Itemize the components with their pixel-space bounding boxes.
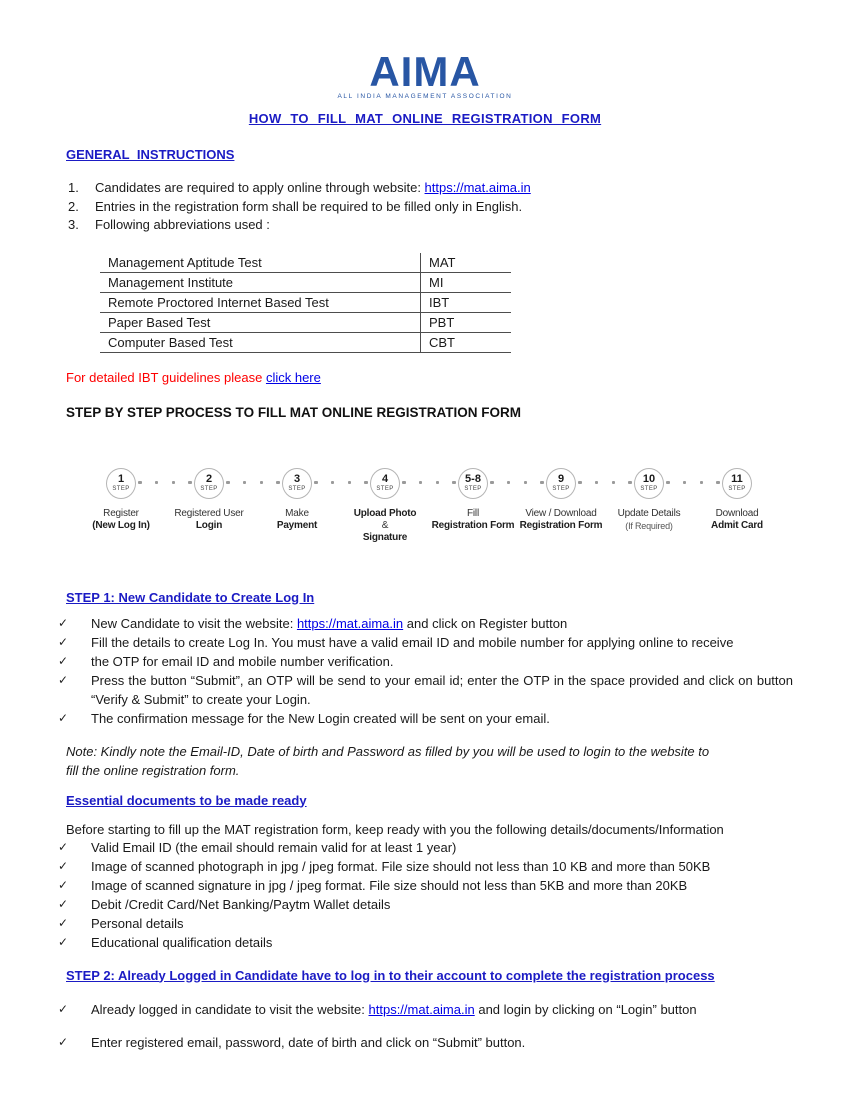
checklist-item xyxy=(57,933,793,952)
table-row xyxy=(100,253,511,273)
diagram-step-11 xyxy=(693,468,781,544)
table-row xyxy=(100,332,511,352)
diagram-step-2 xyxy=(165,468,253,544)
header xyxy=(57,48,793,100)
table-row xyxy=(100,272,511,292)
list-item-text xyxy=(95,179,531,198)
table-row xyxy=(100,312,511,332)
text-segment: and login by clicking on “Login” button xyxy=(474,1001,697,1017)
step-circle xyxy=(106,468,136,499)
step-sub-label: STEP xyxy=(552,486,570,492)
checkmark-icon: ✓ xyxy=(58,839,69,854)
checklist-item-text: Press the button “Submit”, an OTP will be send to your email id; enter the OTP in the space provided and click on button “Verify & Submit” to create your Login. xyxy=(91,672,793,707)
checklist-item xyxy=(57,838,793,857)
table-cell-term: Management Aptitude Test xyxy=(100,253,421,273)
checklist-item-text: Educational qualification details xyxy=(91,934,273,950)
checklist-item-text: The confirmation message for the New Login created will be sent on your email. xyxy=(91,710,550,726)
step-label: Make Payment xyxy=(276,507,318,531)
step-circle xyxy=(370,468,400,499)
text-segment: Candidates are required to apply online through website: xyxy=(95,180,425,195)
checklist-item xyxy=(57,633,793,652)
checkmark-icon: ✓ xyxy=(58,858,69,873)
general-instructions-list xyxy=(57,179,793,235)
table-cell-abbr: IBT xyxy=(421,292,512,312)
step-circle xyxy=(634,468,664,499)
checklist-item xyxy=(57,895,793,914)
checkmark-icon: ✓ xyxy=(58,634,69,649)
step-circle xyxy=(458,468,488,499)
step-number: 9 xyxy=(557,473,565,485)
diagram-step-4 xyxy=(341,468,429,544)
table-cell-term: Computer Based Test xyxy=(100,332,421,352)
diagram-step-9 xyxy=(517,468,605,544)
table-cell-term: Paper Based Test xyxy=(100,312,421,332)
checklist-item xyxy=(57,671,793,709)
mat-aima-link[interactable]: https://mat.aima.in xyxy=(368,1001,475,1017)
checklist-item xyxy=(57,914,793,933)
ibt-guidelines-note xyxy=(66,370,793,385)
mat-aima-link[interactable]: https://mat.aima.in xyxy=(296,615,404,631)
step2-heading: STEP 2: Already Logged in Candidate have to log in to their account to complete the registration process xyxy=(66,967,715,983)
step1-checklist xyxy=(57,614,793,728)
step-sub-label: STEP xyxy=(728,486,746,492)
checklist-item-text: Fill the details to create Log In. You must have a valid email ID and mobile number for applying online to receive xyxy=(91,634,734,650)
login-note: Note: Kindly note the Email-ID, Date of birth and Password as filled by you will be used to login to the website to fill the online registration form. xyxy=(66,743,710,778)
checkmark-icon: ✓ xyxy=(58,672,69,687)
steps-diagram xyxy=(77,468,787,544)
step-label: View / Download Registration Form xyxy=(519,507,603,531)
table-cell-term: Management Institute xyxy=(100,272,421,292)
essential-documents-intro: Before starting to fill up the MAT registration form, keep ready with you the following details/documents/Information xyxy=(66,821,724,837)
diagram-step-10 xyxy=(605,468,693,544)
checkmark-icon: ✓ xyxy=(58,896,69,911)
essential-documents-checklist xyxy=(57,838,793,952)
step-label: Upload Photo & Signature xyxy=(353,507,417,543)
table-cell-abbr: CBT xyxy=(421,332,512,352)
checklist-item xyxy=(57,709,793,728)
checklist-item-text xyxy=(91,1000,793,1019)
table-cell-term: Remote Proctored Internet Based Test xyxy=(100,292,421,312)
diagram-step-5-8 xyxy=(429,468,517,544)
checklist-item xyxy=(57,614,793,633)
aima-logo-tagline: ALL INDIA MANAGEMENT ASSOCIATION xyxy=(337,93,513,100)
checklist-item xyxy=(57,652,793,671)
diagram-step-1 xyxy=(77,468,165,544)
step-number: 5-8 xyxy=(465,473,481,485)
checklist-item xyxy=(57,1033,793,1052)
step-label: Fill Registration Form xyxy=(431,507,515,531)
checkmark-icon: ✓ xyxy=(58,915,69,930)
step-circle xyxy=(722,468,752,499)
abbreviations-table xyxy=(100,253,511,353)
step1-heading: STEP 1: New Candidate to Create Log In xyxy=(66,589,315,605)
checklist-item xyxy=(57,876,793,895)
list-item xyxy=(57,216,793,235)
checklist-item-text: Personal details xyxy=(91,915,184,931)
table-cell-abbr: MI xyxy=(421,272,512,292)
diagram-step-3 xyxy=(253,468,341,544)
step-label: Register (New Log In) xyxy=(92,507,150,531)
text-segment: For detailed IBT guidelines please xyxy=(66,369,266,385)
checklist-item-text: the OTP for email ID and mobile number verification. xyxy=(91,653,394,669)
checklist-item xyxy=(57,1000,793,1019)
table-row xyxy=(100,292,511,312)
step-sub-label: STEP xyxy=(376,486,394,492)
text-segment: and click on Register button xyxy=(403,615,568,631)
step-label: Registered User Login xyxy=(174,507,244,531)
step-sub-label: STEP xyxy=(112,486,130,492)
table-cell-abbr: MAT xyxy=(421,253,512,273)
checklist-item-text: Debit /Credit Card/Net Banking/Paytm Wallet details xyxy=(91,896,391,912)
step-number: 3 xyxy=(293,473,301,485)
list-item-text: Following abbreviations used : xyxy=(95,217,270,232)
step-number: 1 xyxy=(117,473,125,485)
step-sub-label: STEP xyxy=(288,486,306,492)
step-circle xyxy=(282,468,312,499)
checklist-item xyxy=(57,857,793,876)
step-sub-label: STEP xyxy=(640,486,658,492)
step2-checklist xyxy=(57,1000,793,1052)
step-number: 4 xyxy=(381,473,389,485)
step-label: Download Admit Card xyxy=(711,507,763,531)
checkmark-icon: ✓ xyxy=(58,934,69,949)
checklist-item-text xyxy=(91,614,793,633)
list-item-text: Entries in the registration form shall be required to be filled only in English. xyxy=(95,198,523,214)
checkmark-icon: ✓ xyxy=(58,1034,69,1049)
checkmark-icon: ✓ xyxy=(58,710,69,725)
process-heading: STEP BY STEP PROCESS TO FILL MAT ONLINE REGISTRATION FORM xyxy=(66,404,522,420)
essential-documents-heading: Essential documents to be made ready xyxy=(66,792,307,808)
checklist-item-text: Valid Email ID (the email should remain valid for at least 1 year) xyxy=(91,839,457,855)
click-here-link[interactable]: click here xyxy=(265,369,321,385)
text-segment: New Candidate to visit the website: xyxy=(91,615,297,631)
page-title: HOW TO FILL MAT ONLINE REGISTRATION FORM xyxy=(248,111,602,126)
checklist-item-text: Enter registered email, password, date of birth and click on “Submit” button. xyxy=(91,1034,526,1050)
checkmark-icon: ✓ xyxy=(58,1001,69,1016)
checkmark-icon: ✓ xyxy=(58,877,69,892)
general-instructions-heading: GENERAL INSTRUCTIONS xyxy=(66,147,235,162)
checklist-item-text: Image of scanned photograph in jpg / jpeg format. File size should not less than 10 KB and more than 50KB xyxy=(91,858,711,874)
list-item xyxy=(57,179,793,198)
checklist-item-text: Image of scanned signature in jpg / jpeg format. File size should not less than 5KB and more than 20KB xyxy=(91,877,688,893)
list-number: 2. xyxy=(68,198,79,214)
step-number: 2 xyxy=(205,473,213,485)
list-number: 1. xyxy=(68,180,79,195)
checkmark-icon: ✓ xyxy=(58,615,69,630)
step-circle xyxy=(194,468,224,499)
step-label: Update Details (If Required) xyxy=(617,507,681,531)
step-number: 11 xyxy=(731,473,743,485)
step-sub-label: STEP xyxy=(464,486,482,492)
step-circle xyxy=(546,468,576,499)
aima-logo: AIMA xyxy=(369,48,481,95)
mat-aima-link[interactable]: https://mat.aima.in xyxy=(424,180,531,195)
step-sub-label: STEP xyxy=(200,486,218,492)
text-segment: Already logged in candidate to visit the website: xyxy=(91,1001,369,1017)
checkmark-icon: ✓ xyxy=(58,653,69,668)
list-number: 3. xyxy=(68,217,79,232)
table-cell-abbr: PBT xyxy=(421,312,512,332)
step-number: 10 xyxy=(642,473,656,485)
list-item xyxy=(57,198,793,217)
